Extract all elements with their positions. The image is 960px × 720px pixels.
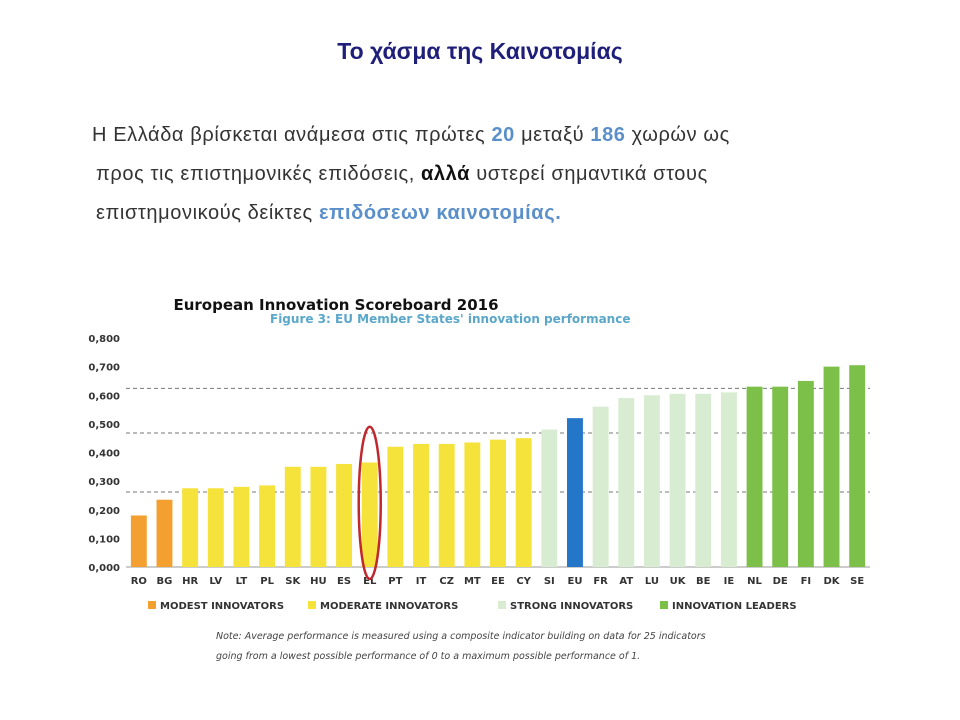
- bar-ee: [490, 440, 506, 567]
- bar-cy: [516, 438, 532, 567]
- bar-fr: [593, 407, 609, 567]
- bar-lt: [233, 487, 249, 567]
- legend-swatch: [498, 601, 506, 609]
- x-tick-label: HU: [310, 576, 327, 587]
- bar-sk: [285, 467, 301, 567]
- bar-ro: [131, 515, 147, 567]
- legend-label: MODEST INNOVATORS: [160, 601, 285, 612]
- slide-title: Το χάσμα της Καινοτομίας: [337, 38, 623, 64]
- bar-lv: [208, 488, 224, 567]
- y-tick-label: 0,000: [88, 563, 120, 574]
- x-tick-label: DE: [772, 576, 788, 587]
- bar-es: [336, 464, 352, 567]
- intro-line-3: [90, 194, 910, 233]
- x-tick-label: SI: [543, 576, 555, 587]
- x-tick-label: MT: [463, 576, 481, 587]
- highlight-number: 186: [590, 124, 626, 146]
- x-tick-label: NL: [747, 576, 762, 587]
- intro-text-segment: υστερεί σημαντικά στους: [470, 163, 708, 185]
- bar-ie: [721, 392, 737, 567]
- bar-pt: [387, 447, 403, 567]
- bar-si: [541, 430, 557, 567]
- x-tick-label: LT: [235, 576, 248, 587]
- x-tick-label: HR: [182, 576, 199, 587]
- x-tick-label: LV: [209, 576, 223, 587]
- x-tick-label: EE: [491, 576, 505, 587]
- intro-text-segment: μεταξύ: [514, 124, 591, 146]
- x-tick-label: DK: [823, 576, 840, 587]
- bar-bg: [157, 500, 173, 567]
- x-tick-label: BG: [156, 576, 173, 587]
- intro-text-segment: χωρών ως: [625, 124, 730, 146]
- bar-el: [362, 463, 378, 567]
- bar-eu: [567, 418, 583, 567]
- x-tick-label: SK: [285, 576, 301, 587]
- x-tick-label: EL: [363, 576, 377, 587]
- x-tick-label: IT: [415, 576, 427, 587]
- bar-hu: [310, 467, 326, 567]
- x-tick-label: CZ: [439, 576, 454, 587]
- x-tick-label: SE: [850, 576, 865, 587]
- legend-swatch: [308, 601, 316, 609]
- legend-swatch: [148, 601, 156, 609]
- x-tick-label: UK: [669, 576, 686, 587]
- x-tick-label: AT: [619, 576, 634, 587]
- bar-be: [695, 394, 711, 567]
- x-tick-label: RO: [130, 576, 147, 587]
- bar-it: [413, 444, 429, 567]
- bar-fi: [798, 381, 814, 567]
- chart-svg: [70, 290, 890, 670]
- x-tick-label: CY: [516, 576, 531, 587]
- x-tick-label: PT: [388, 576, 403, 587]
- chart-title: European Innovation Scoreboard 2016: [173, 296, 499, 314]
- x-tick-label: ES: [337, 576, 352, 587]
- x-tick-label: EU: [567, 576, 583, 587]
- intro-text-segment: επιστημονικούς δείκτες: [96, 202, 319, 224]
- y-tick-label: 0,400: [88, 448, 120, 460]
- bar-se: [849, 365, 865, 567]
- y-tick-label: 0,300: [88, 477, 120, 489]
- bar-lu: [644, 395, 660, 567]
- y-tick-label: 0,600: [88, 391, 120, 403]
- x-tick-label: IE: [723, 576, 735, 587]
- chart-note-line-1: Note: Average performance is measured using a composite indicator building on data for 25 indicators: [216, 631, 706, 642]
- bar-uk: [670, 394, 686, 567]
- highlight-number: 20: [491, 124, 515, 146]
- highlight-phrase: επιδόσεων καινοτομίας.: [318, 202, 562, 224]
- y-tick-label: 0,700: [88, 362, 120, 374]
- x-tick-label: FI: [800, 576, 812, 587]
- chart-note-line-2: going from a lowest possible performance of 0 to a maximum possible performance of 1.: [216, 651, 641, 662]
- x-tick-label: BE: [696, 576, 711, 587]
- legend-swatch: [660, 601, 668, 609]
- chart-subtitle: Figure 3: EU Member States' innovation performance: [270, 312, 631, 326]
- bar-nl: [747, 387, 763, 567]
- intro-text-segment: Η Ελλάδα βρίσκεται ανάμεσα στις πρώτες: [92, 124, 492, 146]
- x-tick-label: FR: [593, 576, 608, 587]
- intro-line-1: [90, 116, 910, 155]
- y-tick-label: 0,100: [88, 534, 120, 546]
- intro-line-2: [90, 155, 910, 194]
- y-tick-label: 0,200: [88, 505, 120, 517]
- bar-de: [772, 387, 788, 567]
- bar-pl: [259, 485, 275, 567]
- x-tick-label: LU: [644, 576, 660, 587]
- legend-label: STRONG INNOVATORS: [510, 601, 634, 612]
- intro-text: [90, 116, 910, 233]
- legend-label: INNOVATION LEADERS: [672, 601, 797, 612]
- bar-dk: [824, 367, 840, 567]
- y-tick-label: 0,800: [88, 334, 120, 345]
- emphasis-word: αλλά: [421, 163, 471, 185]
- bar-cz: [439, 444, 455, 567]
- bar-at: [618, 398, 634, 567]
- innovation-chart: [70, 290, 890, 670]
- bar-mt: [464, 442, 480, 567]
- plot-area: [88, 334, 870, 612]
- y-tick-label: 0,500: [88, 419, 120, 431]
- legend-label: MODERATE INNOVATORS: [320, 601, 459, 612]
- x-tick-label: PL: [260, 576, 274, 587]
- bar-hr: [182, 488, 198, 567]
- intro-text-segment: προς τις επιστημονικές επιδόσεις,: [96, 163, 422, 185]
